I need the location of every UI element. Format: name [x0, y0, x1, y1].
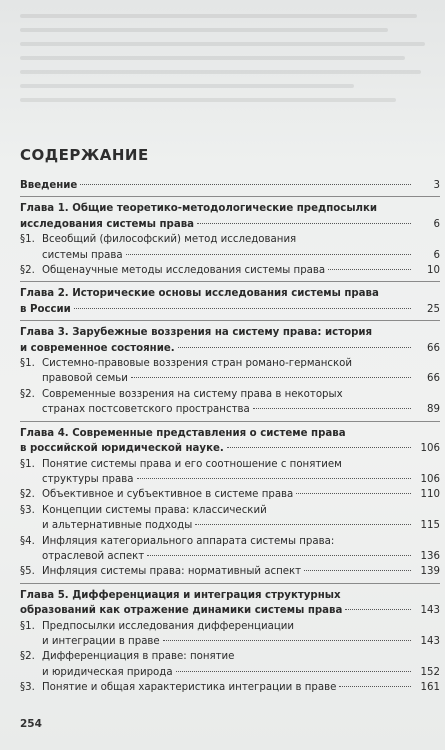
- section-number: §1.: [20, 234, 35, 246]
- chapter-separator: [20, 281, 440, 282]
- toc-entry-text: Введение: [20, 180, 78, 191]
- toc-entry-text: странах постсоветского пространства: [42, 404, 250, 416]
- section-number: §2.: [20, 489, 35, 501]
- chapter-separator: [20, 421, 440, 422]
- toc-entry-text: Концепции системы права: классический: [42, 504, 267, 516]
- dot-leader: [304, 570, 411, 571]
- toc-entry-text: системы права: [42, 249, 123, 261]
- toc-section-entry[interactable]: [20, 680, 440, 695]
- toc-page-number: 136: [420, 550, 440, 562]
- toc-entry-text: Глава 2. Исторические основы исследования системы права: [20, 288, 379, 300]
- toc-entry-text: и интеграции в праве: [42, 635, 160, 647]
- dot-leader: [80, 184, 411, 185]
- toc-entry-text: Глава 3. Зарубежные воззрения на систему права: история: [20, 327, 373, 339]
- toc-section-entry[interactable]: [20, 619, 440, 650]
- toc-page-number: 110: [420, 489, 440, 501]
- toc-page-number: 143: [420, 605, 440, 617]
- toc-entry-text: Понятие системы права и его соотношение с понятием: [42, 458, 342, 470]
- toc-section-entry[interactable]: [20, 564, 440, 579]
- toc-page-number: 106: [420, 443, 440, 455]
- chapter-separator: [20, 196, 440, 197]
- toc-entry-text: Предпосылки исследования дифференциации: [42, 620, 294, 632]
- section-number: §5.: [20, 566, 35, 578]
- toc-entry-text: Объективное и субъективное в системе права: [42, 489, 294, 501]
- toc-page-number: 10: [427, 265, 440, 277]
- toc-section-entry[interactable]: [20, 534, 440, 565]
- toc-entry-text: Современные воззрения на систему права в некоторых: [42, 388, 343, 400]
- toc-page-number: 161: [420, 682, 440, 694]
- page-number: 254: [20, 718, 42, 730]
- toc-page-number: 25: [427, 303, 440, 315]
- toc-chapter-entry[interactable]: [20, 286, 440, 317]
- toc-section-entry[interactable]: [20, 457, 440, 488]
- toc-page-number: 66: [427, 342, 440, 354]
- toc-section-entry[interactable]: [20, 232, 440, 263]
- toc-page-number: 89: [427, 404, 440, 416]
- toc-section-entry[interactable]: [20, 356, 440, 387]
- dot-leader: [345, 609, 411, 610]
- chapter-separator: [20, 320, 440, 321]
- toc-entry-text: Инфляция системы права: нормативный аспект: [42, 566, 302, 578]
- dot-leader: [195, 524, 411, 525]
- section-number: §3.: [20, 504, 35, 516]
- toc-page-number: 6: [433, 218, 440, 230]
- toc-page-number: 106: [420, 473, 440, 485]
- toc-entry-text: Глава 1. Общие теоретико-методологические предпосылки: [20, 203, 378, 215]
- toc-entry-text: Общенаучные методы исследования системы права: [42, 265, 326, 277]
- toc-entry-text: отраслевой аспект: [42, 550, 145, 562]
- toc-title: СОДЕРЖАНИЕ: [20, 146, 149, 164]
- toc-chapter-entry[interactable]: [20, 201, 440, 232]
- dot-leader: [178, 347, 411, 348]
- chapter-separator: [20, 583, 440, 584]
- toc-entry-text: в российской юридической науке.: [20, 443, 224, 455]
- toc-entry-text: и альтернативные подходы: [42, 520, 193, 532]
- dot-leader: [296, 493, 411, 494]
- toc-chapter-entry[interactable]: [20, 426, 440, 457]
- toc-page-number: 3: [433, 180, 440, 191]
- toc-entry-text: в России: [20, 303, 71, 315]
- toc-entry-text: и юридическая природа: [42, 666, 173, 678]
- toc-page-number: 6: [433, 249, 440, 261]
- dot-leader: [74, 308, 411, 309]
- toc-entry-text: структуры права: [42, 473, 134, 485]
- toc-page-number: 115: [420, 520, 440, 532]
- section-number: §4.: [20, 535, 35, 547]
- toc-page-number: 66: [427, 373, 440, 385]
- toc-page-number: 143: [420, 635, 440, 647]
- dot-leader: [197, 223, 411, 224]
- toc-section-entry[interactable]: [20, 387, 440, 418]
- section-number: §2.: [20, 651, 35, 663]
- toc-section-entry[interactable]: [20, 487, 440, 502]
- table-of-contents: [20, 178, 440, 696]
- section-number: §1.: [20, 620, 35, 632]
- section-number: §2.: [20, 265, 35, 277]
- toc-chapter-entry[interactable]: [20, 178, 440, 193]
- toc-entry-text: Глава 4. Современные представления о системе права: [20, 427, 346, 439]
- toc-entry-text: Глава 5. Дифференциация и интеграция структурных: [20, 589, 341, 601]
- dot-leader: [176, 671, 411, 672]
- toc-entry-text: правовой семьи: [42, 373, 128, 385]
- section-number: §3.: [20, 682, 35, 694]
- dot-leader: [227, 447, 411, 448]
- toc-entry-text: Инфляция категориального аппарата системы права:: [42, 535, 335, 547]
- toc-entry-text: Дифференциация в праве: понятие: [42, 651, 235, 663]
- toc-entry-text: образований как отражение динамики системы права: [20, 605, 343, 617]
- dot-leader: [126, 254, 411, 255]
- dot-leader: [137, 478, 411, 479]
- toc-section-entry[interactable]: [20, 649, 440, 680]
- dot-leader: [163, 640, 411, 641]
- toc-section-entry[interactable]: [20, 263, 440, 278]
- bleed-through-text: [20, 4, 438, 122]
- dot-leader: [147, 555, 411, 556]
- toc-section-entry[interactable]: [20, 503, 440, 534]
- section-number: §2.: [20, 388, 35, 400]
- dot-leader: [339, 686, 411, 687]
- toc-chapter-entry[interactable]: [20, 588, 440, 619]
- toc-page-number: 139: [420, 566, 440, 578]
- toc-entry-text: и современное состояние.: [20, 342, 175, 354]
- toc-entry-text: Системно-правовые воззрения стран романо-германской: [42, 358, 353, 370]
- section-number: §1.: [20, 358, 35, 370]
- toc-page-number: 152: [420, 666, 440, 678]
- dot-leader: [131, 377, 411, 378]
- dot-leader: [253, 408, 411, 409]
- toc-chapter-entry[interactable]: [20, 325, 440, 356]
- dot-leader: [328, 269, 411, 270]
- section-number: §1.: [20, 458, 35, 470]
- toc-entry-text: исследования системы права: [20, 218, 195, 230]
- toc-entry-text: Всеобщий (философский) метод исследования: [42, 234, 297, 246]
- toc-entry-text: Понятие и общая характеристика интеграции в праве: [42, 682, 337, 694]
